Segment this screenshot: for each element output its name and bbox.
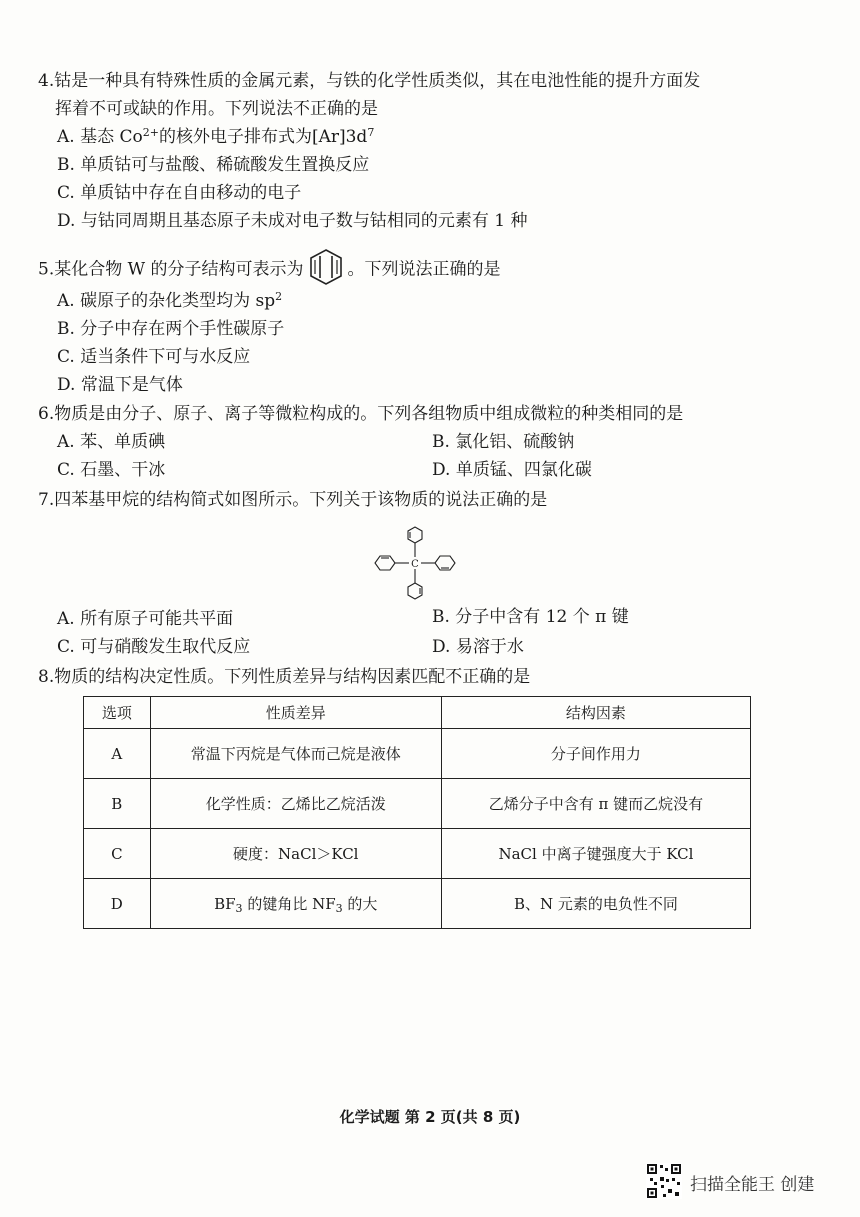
table-row	[84, 729, 751, 779]
tetraphenylmethane-structure-icon	[365, 523, 465, 603]
page-footer: 化学试题 第 2 页(共 8 页)	[339, 1108, 521, 1126]
row-option: B	[84, 779, 151, 829]
q6-option-b: B. 氯化铝、硫酸钠	[432, 432, 575, 452]
bf3-text: BF	[214, 895, 236, 913]
table-row	[84, 829, 751, 879]
q5-option-a	[57, 290, 282, 312]
header-option: 选项	[84, 697, 151, 729]
molecule-structure-icon	[306, 248, 346, 292]
row-option: D	[84, 879, 151, 929]
q4-a-text1: A. 基态 Co	[57, 127, 143, 147]
q4-a-charge: 2+	[142, 126, 159, 139]
q7-option-d: D. 易溶于水	[432, 637, 524, 657]
q5-stem-pre: 5.某化合物 W 的分子结构可表示为	[38, 259, 304, 280]
q7-stem: 7.四苯基甲烷的结构简式如图所示。下列关于该物质的说法正确的是	[38, 490, 548, 510]
q4-stem-line1: 4.钴是一种具有特殊性质的金属元素，与铁的化学性质类似，其在电池性能的提升方面发	[38, 71, 701, 91]
bf3-sub: 3	[235, 902, 243, 915]
property-structure-table	[83, 696, 751, 929]
q6-option-a: A. 苯、单质碘	[57, 432, 166, 452]
q4-stem-line2: 挥着不可或缺的作用。下列说法不正确的是	[55, 99, 378, 119]
q5-a-exp: 2	[275, 290, 283, 303]
row-structure: NaCl 中离子键强度大于 KCl	[441, 829, 750, 879]
row-structure: 分子间作用力	[441, 729, 750, 779]
q6-option-d: D. 单质锰、四氯化碳	[432, 460, 592, 480]
center-carbon-label: C	[411, 559, 419, 570]
nf3-sub: 3	[335, 902, 343, 915]
q7-option-a: A. 所有原子可能共平面	[57, 609, 234, 629]
row-property	[150, 879, 441, 929]
row-property: 常温下丙烷是气体而己烷是液体	[150, 729, 441, 779]
q4-option-c: C. 单质钴中存在自由移动的电子	[57, 183, 302, 203]
qr-code-icon	[646, 1163, 682, 1199]
q7-option-b: B. 分子中含有 12 个 π 键	[432, 607, 629, 627]
row-property: 化学性质：乙烯比乙烷活泼	[150, 779, 441, 829]
q5-stem-post: 。下列说法正确的是	[347, 259, 501, 280]
q8-stem: 8.物质的结构决定性质。下列性质差异与结构因素匹配不正确的是	[38, 667, 531, 687]
scanner-watermark-label: 扫描全能王 创建	[690, 1175, 815, 1195]
q4-a-text2: 的核外电子排布式为[Ar]3d	[158, 127, 368, 147]
row-structure: 乙烯分子中含有 π 键而乙烷没有	[441, 779, 750, 829]
q6-option-c: C. 石墨、干冰	[57, 460, 166, 480]
nf3-text: 的键角比 NF	[242, 895, 336, 913]
header-structure: 结构因素	[441, 697, 750, 729]
table-row	[84, 879, 751, 929]
header-property: 性质差异	[150, 697, 441, 729]
q5-a-text: A. 碳原子的杂化类型均为 sp	[57, 291, 276, 311]
compare-tail: 的大	[342, 895, 378, 913]
q5-stem	[38, 248, 501, 292]
q5-option-b: B. 分子中存在两个手性碳原子	[57, 319, 285, 339]
table-header-row	[84, 697, 751, 729]
q4-option-a	[57, 126, 374, 148]
row-option: A	[84, 729, 151, 779]
q4-option-b: B. 单质钴可与盐酸、稀硫酸发生置换反应	[57, 155, 370, 175]
row-structure: B、N 元素的电负性不同	[441, 879, 750, 929]
q4-option-d: D. 与钴同周期且基态原子未成对电子数与钴相同的元素有 1 种	[57, 211, 528, 231]
q4-a-exp: 7	[367, 126, 375, 139]
table-row	[84, 779, 751, 829]
q5-option-d: D. 常温下是气体	[57, 375, 183, 395]
q7-option-c: C. 可与硝酸发生取代反应	[57, 637, 251, 657]
row-property: 硬度：NaCl＞KCl	[150, 829, 441, 879]
row-option: C	[84, 829, 151, 879]
q5-option-c: C. 适当条件下可与水反应	[57, 347, 251, 367]
q6-stem: 6.物质是由分子、原子、离子等微粒构成的。下列各组物质中组成微粒的种类相同的是	[38, 404, 684, 424]
